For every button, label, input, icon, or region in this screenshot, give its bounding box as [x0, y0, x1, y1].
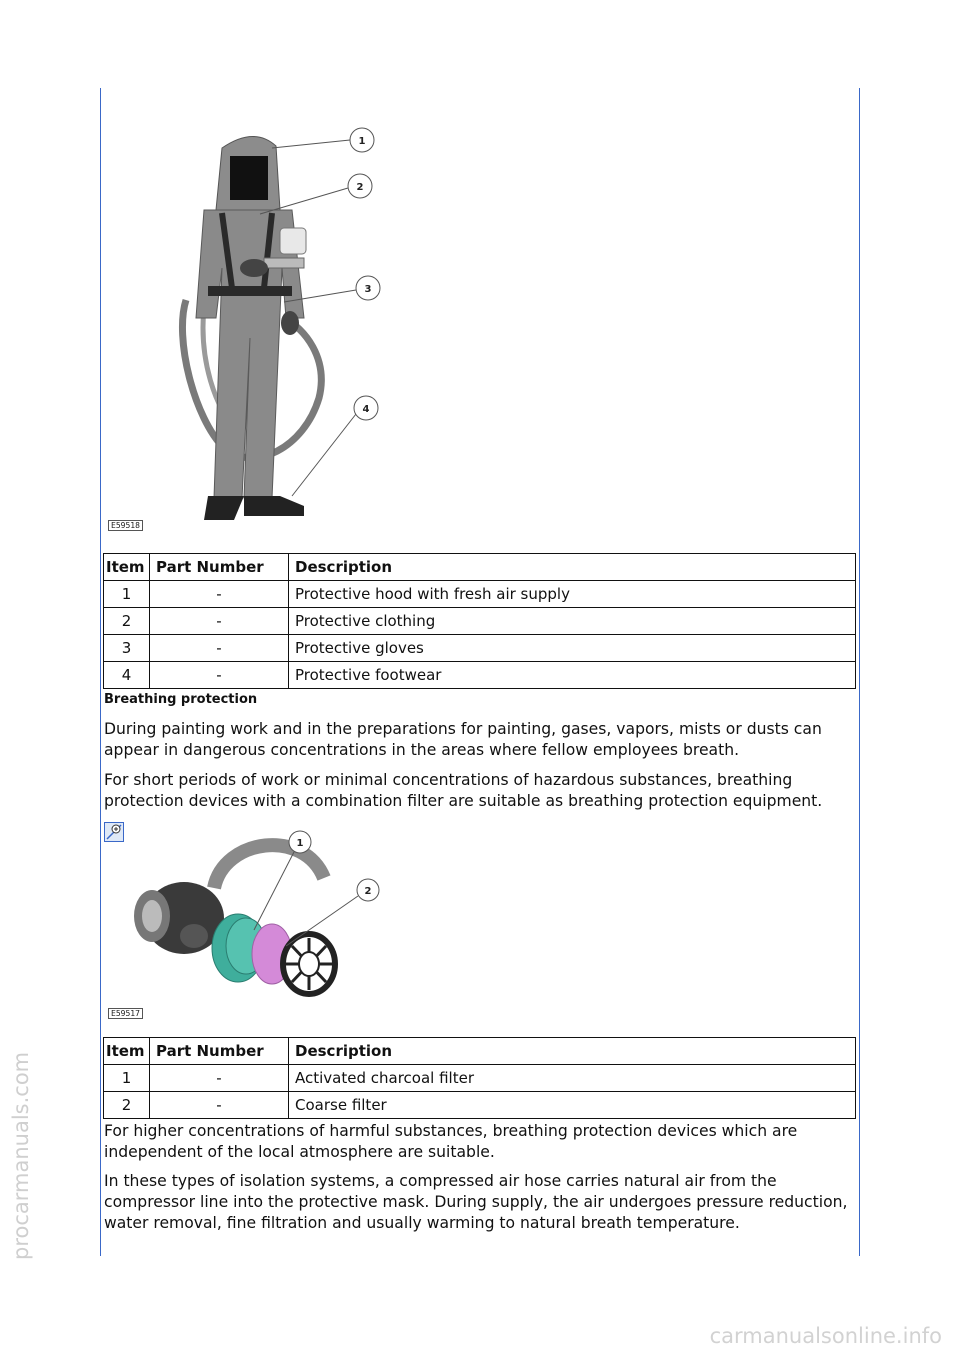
callout-1: 1	[296, 838, 304, 849]
paragraph: For higher concentrations of harmful substances, breathing protection devices which are independent of the local atmosphere are suitable.	[104, 1122, 798, 1161]
svg-text:procarmanuals.com: procarmanuals.com	[9, 1051, 33, 1260]
callout-2: 2	[364, 886, 372, 897]
bottom-watermark: carmanualsonline.info	[709, 1324, 942, 1348]
table-header-row	[104, 554, 856, 581]
figure-code: E59517	[108, 1008, 143, 1019]
header-description: Description	[289, 1038, 856, 1065]
right-page-rule	[859, 88, 860, 1256]
paragraph: In these types of isolation systems, a compressed air hose carries natural air from the compressor line into the protective mask. During supply, the air undergoes pressure reduction, water removal, fine filtration and usually warming to natural breath temperature.	[104, 1172, 848, 1232]
part-number-cell: -	[150, 1065, 289, 1092]
part-number-cell: -	[150, 662, 289, 689]
header-description: Description	[289, 554, 856, 581]
item-cell: 1	[104, 581, 150, 608]
item-cell: 2	[104, 1092, 150, 1119]
table-header-row	[104, 1038, 856, 1065]
item-cell: 4	[104, 662, 150, 689]
parts-table-1	[103, 553, 856, 689]
description-cell: Activated charcoal filter	[289, 1065, 856, 1092]
item-cell: 3	[104, 635, 150, 662]
left-page-rule	[100, 88, 101, 1256]
callout-1: 1	[358, 136, 366, 147]
part-number-cell: -	[150, 608, 289, 635]
callout-4: 4	[362, 404, 370, 415]
header-item: Item	[104, 1038, 150, 1065]
parts-table-2	[103, 1037, 856, 1119]
respirator-illustration	[104, 818, 404, 1028]
description-cell: Protective hood with fresh air supply	[289, 581, 856, 608]
description-cell: Protective gloves	[289, 635, 856, 662]
table-row	[104, 1092, 856, 1119]
part-number-cell: -	[150, 581, 289, 608]
callout-2: 2	[356, 182, 364, 193]
side-watermark	[6, 700, 36, 1260]
header-part-number: Part Number	[150, 1038, 289, 1065]
description-cell: Coarse filter	[289, 1092, 856, 1119]
table-row	[104, 1065, 856, 1092]
table-row	[104, 581, 856, 608]
paragraph: For short periods of work or minimal concentrations of hazardous substances, breathing protection devices with a combination filter are suitable as breathing protection equipment.	[104, 771, 823, 810]
item-cell: 2	[104, 608, 150, 635]
callout-3: 3	[364, 284, 372, 295]
header-part-number: Part Number	[150, 554, 289, 581]
figure-code: E59518	[108, 520, 143, 531]
section-heading: Breathing protection	[104, 692, 258, 707]
table-row	[104, 662, 856, 689]
paragraph: During painting work and in the preparations for painting, gases, vapors, mists or dusts can appear in dangerous concentrations in the areas where fellow employees breath.	[104, 720, 822, 759]
protective-equipment-illustration	[104, 118, 404, 536]
part-number-cell: -	[150, 635, 289, 662]
table-row	[104, 608, 856, 635]
description-cell: Protective clothing	[289, 608, 856, 635]
item-cell: 1	[104, 1065, 150, 1092]
description-cell: Protective footwear	[289, 662, 856, 689]
table-row	[104, 635, 856, 662]
header-item: Item	[104, 554, 150, 581]
part-number-cell: -	[150, 1092, 289, 1119]
